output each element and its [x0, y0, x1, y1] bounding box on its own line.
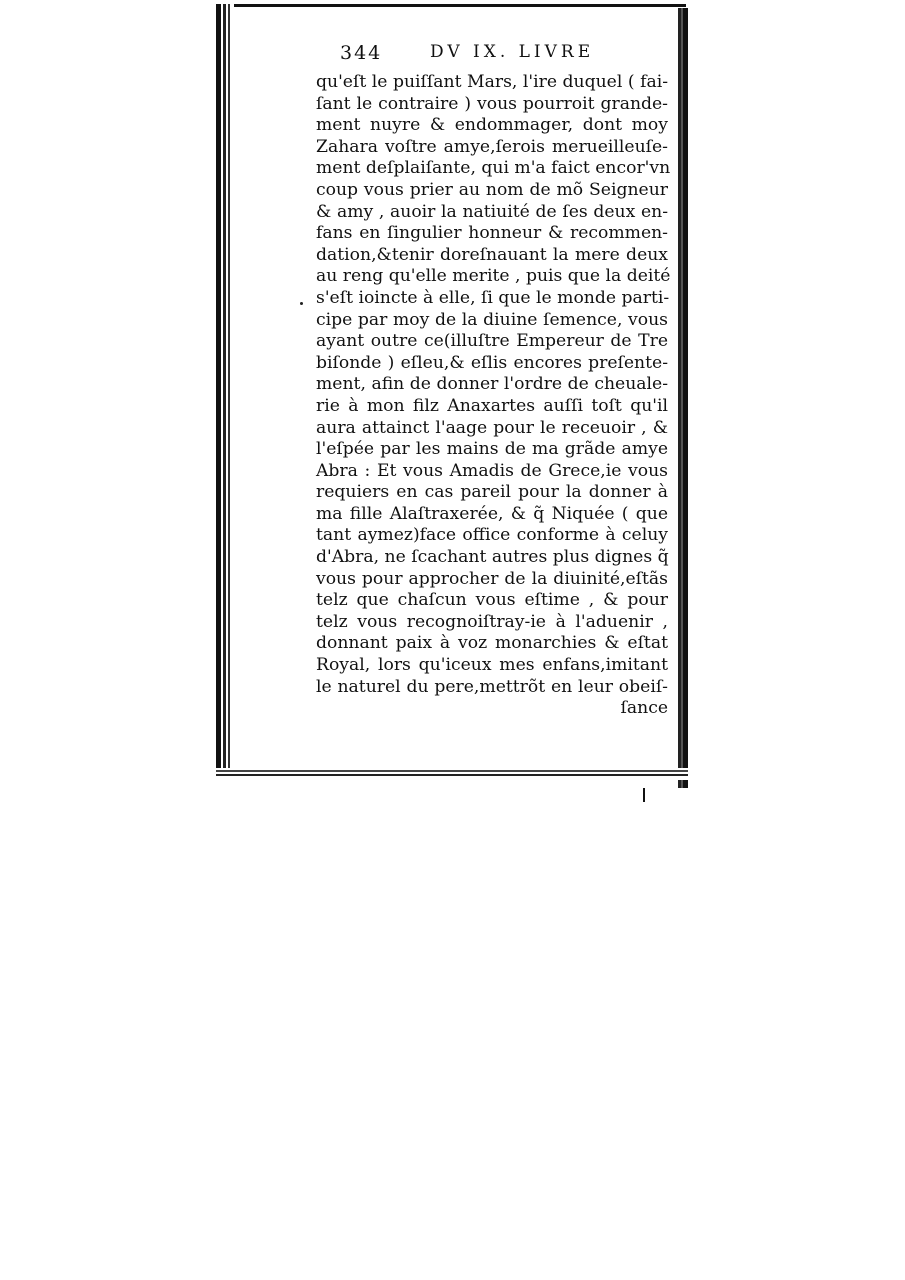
text-line: ma fille Alaſtraxerée, & q̃ Niquée ( que	[316, 503, 668, 524]
text-line: telz que chaſcun vous eſtime , & pour	[316, 590, 668, 611]
text-line: telz vous recognoiſtray-ie à l'aduenir ,	[316, 611, 668, 632]
page-number: 344	[340, 42, 383, 64]
text-line: ayant outre ce(illuſtre Empereur de Tre	[316, 331, 668, 352]
text-line: ment, afin de donner l'ordre de cheuale-	[316, 374, 668, 395]
text-line: tant aymez)face office conforme à celuy	[316, 525, 668, 546]
running-title: DV IX. LIVRE	[430, 42, 595, 62]
text-line: vous pour approcher de la diuinité,eſtãs	[316, 568, 668, 589]
text-line: requiers en cas pareil pour la donner à	[316, 482, 668, 503]
text-line: dation,&tenir doreſnauant la mere deux	[316, 244, 668, 265]
text-line: donnant paix à voz monarchies & eſtat	[316, 633, 668, 654]
text-line: aura attainct l'aage pour le receuoir , &	[316, 417, 668, 438]
text-line: cipe par moy de la diuine ſemence, vous	[316, 309, 668, 330]
text-line: ment nuyre & endommager, dont moy	[316, 115, 668, 136]
scan-artifact-mark	[643, 788, 645, 802]
text-line: ſant le contraire ) vous pourroit grande-	[316, 93, 668, 114]
text-line: le naturel du pere,mettrõt en leur obeiſ-	[316, 676, 668, 697]
text-line: biſonde ) eſleu,& eſlis encores preſente-	[316, 352, 668, 373]
text-line: rie à mon filz Anaxartes auſſi toſt qu'il	[316, 395, 668, 416]
catchword: ſance	[620, 698, 668, 719]
text-line: au reng qu'elle merite , puis que la deité	[316, 266, 671, 287]
text-line: l'eſpée par les mains de ma grãde amye	[316, 439, 668, 460]
text-line: fans en ſingulier honneur & recommen-	[316, 223, 668, 244]
margin-speck	[300, 302, 303, 305]
page-bottom-edge	[216, 768, 688, 780]
text-line: d'Abra, ne ſcachant autres plus dignes q̃	[316, 547, 669, 568]
page-top-edge	[216, 4, 686, 10]
text-line: s'eſt ioincte à elle, ſi que le monde parti-	[316, 287, 670, 308]
text-line: Royal, lors qu'iceux mes enfans,imitant	[316, 655, 668, 676]
page-header	[328, 42, 658, 68]
text-line: Abra : Et vous Amadis de Grece,ie vous	[316, 460, 668, 481]
text-line: coup vous prier au nom de mõ Seigneur	[316, 179, 668, 200]
text-line: qu'eſt le puiſſant Mars, l'ire duquel ( fai-	[316, 72, 668, 92]
body-text	[316, 72, 671, 720]
text-line: ment deſplaiſante, qui m'a faict encor'vn	[316, 158, 671, 179]
page-left-edge	[216, 4, 234, 780]
text-line: Zahara voſtre amye,ſerois merueilleuſe-	[316, 136, 668, 157]
page-right-edge	[676, 8, 688, 788]
text-line: & amy , auoir la natiuité de ſes deux en-	[316, 201, 668, 222]
